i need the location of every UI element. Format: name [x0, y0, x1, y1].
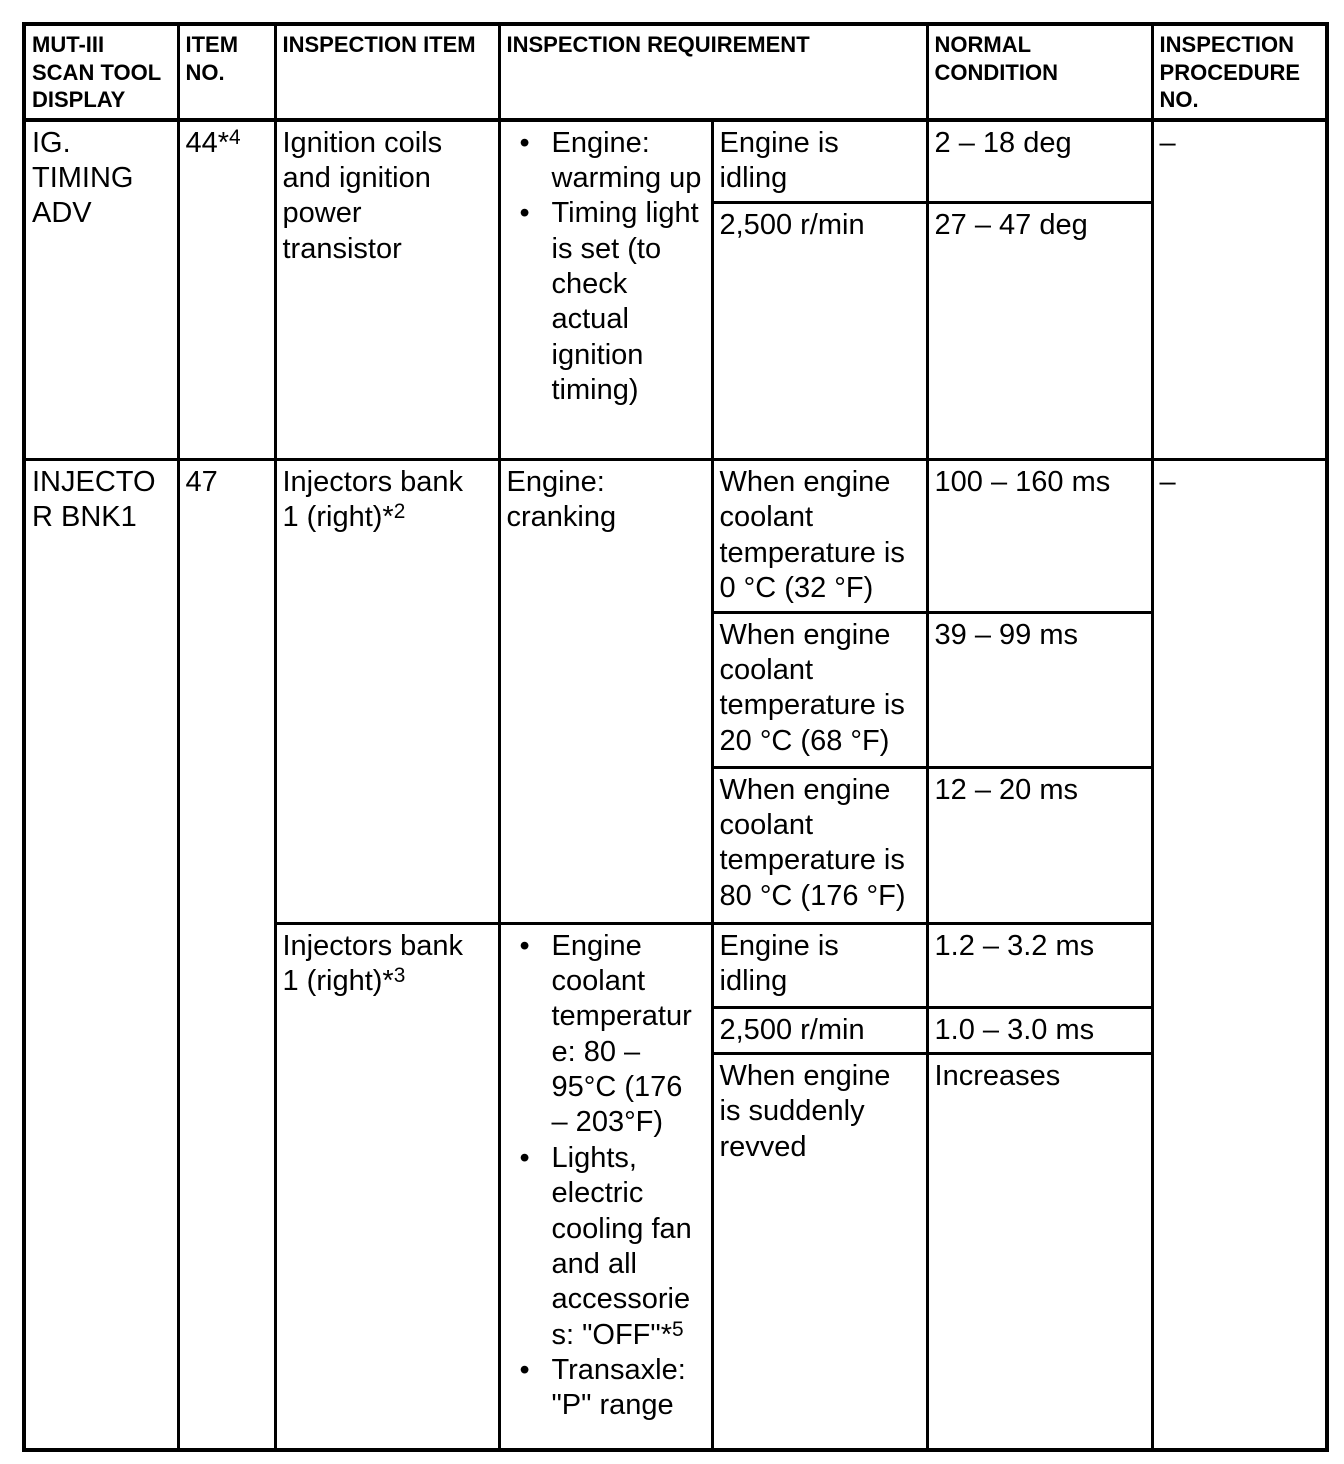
header-item-no: ITEM NO.	[178, 24, 275, 120]
requirement-text: Transaxle: "P" range	[551, 1354, 686, 1422]
condition-cell: Engine is idling	[712, 923, 927, 1007]
requirement-list	[507, 126, 702, 409]
normal-condition-cell: 39 – 99 ms	[927, 612, 1152, 767]
normal-condition-cell: 27 – 47 deg	[927, 203, 1152, 460]
requirement-text: Engine coolant temperature: 80 – 95°C (176 – 203°F)	[551, 929, 692, 1139]
requirement-text: Lights, electric cooling fan and all accessories: "OFF"*	[551, 1141, 692, 1351]
inspection-requirement-cell: Engine: cranking	[499, 460, 712, 924]
normal-condition-cell: 2 – 18 deg	[927, 120, 1152, 203]
inspection-requirement-cell	[499, 120, 712, 460]
inspection-data-table	[22, 22, 1329, 1452]
inspection-item-text: Injectors bank 1 (right)*	[282, 929, 464, 997]
condition-cell: When engine is suddenly revved	[712, 1053, 927, 1450]
inspection-item-text: Injectors bank 1 (right)*	[282, 466, 464, 534]
header-inspection-item: INSPECTION ITEM	[275, 24, 499, 120]
inspection-requirement-cell	[499, 923, 712, 1450]
requirement-bullet	[520, 1353, 702, 1424]
footnote-marker: 5	[671, 1317, 684, 1341]
header-inspection-procedure-no: INSPECTION PROCEDURE NO.	[1152, 24, 1327, 120]
normal-condition-cell: Increases	[927, 1053, 1152, 1450]
header-inspection-requirement: INSPECTION REQUIREMENT	[499, 24, 927, 120]
footnote-marker: 3	[393, 963, 406, 987]
normal-condition-cell: 1.2 – 3.2 ms	[927, 923, 1152, 1007]
requirement-bullet	[520, 929, 702, 1141]
condition-cell: When engine coolant temperature is 0 °C (32 °F)	[712, 460, 927, 613]
condition-cell: 2,500 r/min	[712, 203, 927, 460]
requirement-bullet	[520, 196, 702, 408]
header-row	[24, 24, 1327, 120]
scan-tool-display-cell: INJECTOR BNK1	[24, 460, 178, 1451]
inspection-item-cell: Ignition coils and ignition power transistor	[275, 120, 499, 460]
normal-condition-cell: 100 – 160 ms	[927, 460, 1152, 613]
condition-cell: 2,500 r/min	[712, 1007, 927, 1053]
condition-cell: When engine coolant temperature is 20 °C (68 °F)	[712, 612, 927, 767]
table-row	[24, 460, 1327, 613]
scan-tool-display-cell: IG. TIMING ADV	[24, 120, 178, 460]
item-no-cell: 47	[178, 460, 275, 1451]
inspection-item-cell	[275, 460, 499, 924]
condition-cell: Engine is idling	[712, 120, 927, 203]
normal-condition-cell: 1.0 – 3.0 ms	[927, 1007, 1152, 1053]
item-no-cell	[178, 120, 275, 460]
footnote-marker: 4	[229, 125, 241, 149]
normal-condition-cell: 12 – 20 ms	[927, 767, 1152, 923]
header-scan-tool-display: MUT-III SCAN TOOL DISPLAY	[24, 24, 178, 120]
requirement-list	[507, 929, 702, 1424]
condition-cell: When engine coolant temperature is 80 °C (176 °F)	[712, 767, 927, 923]
procedure-no-cell: –	[1152, 120, 1327, 460]
inspection-item-cell	[275, 923, 499, 1450]
requirement-text: Engine: warming up	[551, 126, 702, 194]
requirement-text: Timing light is set (to check actual ignition timing)	[551, 197, 699, 407]
item-no-value: 44*	[185, 126, 230, 159]
requirement-bullet	[520, 126, 702, 197]
header-normal-condition: NORMAL CONDITION	[927, 24, 1152, 120]
footnote-marker: 2	[393, 500, 406, 524]
requirement-bullet	[520, 1141, 702, 1353]
procedure-no-cell: –	[1152, 460, 1327, 1451]
table-row	[24, 120, 1327, 203]
